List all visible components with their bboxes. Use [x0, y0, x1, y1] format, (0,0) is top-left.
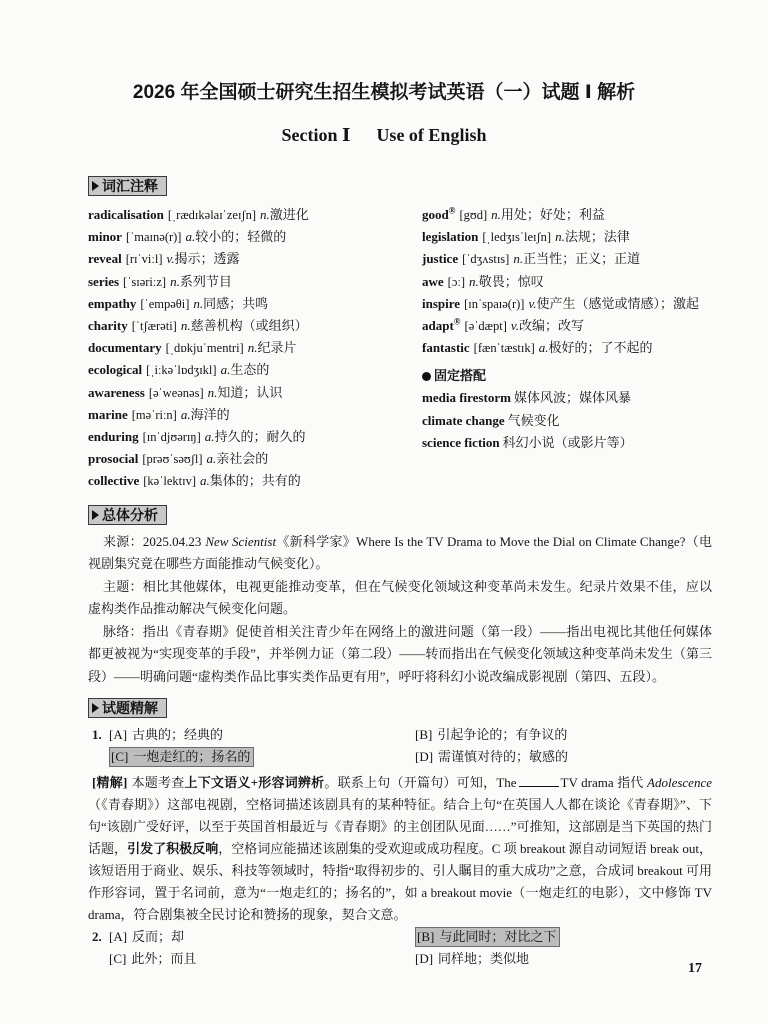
vocab-word: enduring — [88, 429, 139, 445]
option-b: [B] 引起争论的；有争议的 — [415, 727, 568, 743]
vocab-word: marine — [88, 406, 128, 422]
question-options-row — [88, 948, 712, 970]
vocab-column-right — [422, 204, 712, 493]
vocab-pos: n. — [193, 295, 204, 311]
vocab-entry — [88, 337, 422, 359]
vocab-pos: n. — [469, 273, 479, 289]
vocab-definition: 敬畏；惊叹 — [478, 273, 544, 289]
analysis-section — [88, 531, 712, 689]
vocab-phonetic: [ˈempəθi] — [140, 296, 190, 311]
vocab-word: reveal — [88, 251, 122, 267]
vocab-phonetic: [ˈmaɪnə(r)] — [125, 230, 182, 245]
vocab-definition: 集体的；共有的 — [209, 473, 301, 489]
source-label: 来源： — [103, 533, 143, 549]
vocab-word: justice — [422, 251, 459, 267]
vocab-entry — [88, 359, 422, 381]
vocab-entry — [88, 293, 422, 315]
vocab-entry — [88, 271, 422, 293]
vocab-pos: n. — [260, 207, 270, 222]
phrase-chinese: 气候变化 — [507, 412, 560, 428]
vocab-pos: n. — [555, 229, 565, 245]
badge-triangle-icon — [92, 181, 99, 191]
question-options-row — [88, 724, 712, 746]
phrase-entry — [422, 410, 712, 433]
vocab-definition: 较小的；轻微的 — [195, 229, 287, 245]
explanation-text: 本题考查 — [131, 775, 185, 791]
vocab-phonetic: [rɪˈviːl] — [125, 252, 163, 267]
vocab-word: good — [422, 207, 449, 222]
badge-triangle-icon — [92, 703, 99, 713]
vocab-definition: 法规；法律 — [564, 229, 630, 245]
vocab-word: awareness — [88, 384, 145, 400]
thread-label: 脉络： — [103, 623, 143, 639]
vocab-phonetic: [ˌrædɪkəlaɪˈzeɪʃn] — [167, 208, 256, 222]
vocab-entry — [422, 226, 712, 248]
vocab-definition: 用处；好处；利益 — [500, 207, 605, 222]
question-number: 2. — [92, 929, 102, 945]
vocab-entry — [88, 448, 422, 470]
questions-badge — [88, 698, 167, 718]
vocab-mark: ® — [453, 316, 461, 327]
vocab-entry — [88, 404, 422, 426]
vocab-entry — [422, 293, 712, 315]
source-publication-zh: 《新科学家》 — [276, 533, 357, 549]
vocab-word: legislation — [422, 229, 479, 245]
source-title: Where Is the TV Drama to Move the Dial on Climate Change? — [356, 533, 686, 549]
vocab-definition: 使产生（感觉或情感）；激起 — [536, 295, 700, 311]
vocab-phonetic: [ˌdɒkjuˈmentri] — [165, 341, 244, 356]
vocab-pos: v. — [166, 251, 175, 267]
phrases-heading — [422, 365, 712, 387]
vocab-word: awe — [422, 273, 444, 289]
thread-text: 指出《青春期》促使首相关注青少年在网络上的激进问题（第一段）——指出电视比其他任何媒体都更被视为“实现变革的手段”，并举例力证（第二段）——转而指出在气候变化领域这种变革尚未发生（第三段）——明确问题“虚构类作品比事实类作品更有用”，呼吁将科幻小说改编成影视剧（第四、五段）。 — [88, 623, 712, 684]
vocab-definition: 海洋的 — [190, 406, 230, 422]
vocab-phonetic: [ˈdʒʌstɪs] — [462, 252, 510, 267]
vocab-definition: 慈善机构（或组织） — [190, 318, 308, 334]
vocab-pos: n. — [207, 384, 218, 400]
vocab-word: fantastic — [422, 340, 470, 356]
theme-text: 相比其他媒体，电视更能推动变革，但在气候变化领域这种变革尚未发生。纪录片效果不佳，应以虚构类作品推动解决气候变化问题。 — [88, 578, 712, 617]
questions-badge-label: 试题精解 — [102, 700, 158, 717]
vocab-column-left — [88, 204, 422, 493]
page-content — [88, 0, 712, 970]
vocab-badge-label: 词汇注释 — [102, 178, 158, 194]
question-options-row — [88, 746, 712, 768]
vocab-phonetic: [ɔː] — [447, 274, 466, 289]
badge-triangle-icon — [92, 510, 99, 520]
section-heading — [72, 122, 696, 148]
vocab-definition: 生态的 — [230, 362, 270, 378]
option-a: [A] 反而；却 — [109, 929, 185, 945]
vocab-phonetic: [əˈdæpt] — [464, 319, 507, 334]
vocab-phonetic: [prəʊˈsəʊʃl] — [142, 452, 203, 467]
vocab-word: minor — [88, 229, 122, 245]
vocab-entry — [422, 204, 712, 226]
page-title: 2026 年全国硕士研究生招生模拟考试英语（一）试题 Ⅰ 解析 — [132, 82, 636, 103]
vocab-definition: 系列节目 — [179, 273, 232, 289]
vocab-word: charity — [88, 318, 128, 334]
vocab-definition: 改编；改写 — [518, 318, 584, 334]
vocab-phonetic: [ˌiːkəˈlɒdʒɪkl] — [146, 363, 217, 378]
vocab-definition: 亲社会的 — [216, 451, 269, 467]
vocab-word: collective — [88, 473, 140, 489]
vocab-phonetic: [ˌledʒɪsˈleɪʃn] — [482, 230, 552, 245]
section-number: Section Ⅰ — [281, 125, 351, 145]
option-d: [D] 同样地；类似地 — [415, 951, 530, 967]
vocab-pos: v. — [528, 295, 537, 311]
explanation-text: ，空格词应能描述该剧集的受欢迎或成功程度。C 项 breakout 源自动词短语 break out，该短语用于商业、娱乐、科技等领域时，特指“取得初步的、引人瞩目的重大成功”之意，合成词 breakout 可用作形容词，置于名词前，意为“一炮走红的；扬名的”，如 a breakout movie（一炮走红的电影），文中修饰 TV drama，符合剧集被全民讨论和赞扬的现象，契合文意。 — [88, 841, 712, 923]
phrases-heading-label: 固定搭配 — [434, 368, 487, 384]
explanation-bold: 引发了积极反响 — [127, 841, 219, 857]
option-b-highlighted: [B] 与此同时；对比之下 — [415, 927, 560, 947]
vocab-phonetic: [məˈriːn] — [131, 407, 177, 422]
vocab-entry — [88, 426, 422, 448]
vocab-definition: 同感；共鸣 — [203, 295, 269, 311]
phrase-entry — [422, 387, 712, 410]
explanation-italic: Adolescence — [647, 775, 712, 791]
vocab-pos: n. — [491, 207, 501, 222]
section-name: Use of English — [376, 125, 487, 145]
vocab-pos: v. — [510, 318, 519, 334]
vocab-word: empathy — [88, 295, 137, 311]
thread-paragraph — [88, 621, 712, 689]
vocab-badge — [88, 176, 167, 196]
vocab-phonetic: [ˈsɪəriːz] — [123, 274, 167, 289]
question-2 — [88, 926, 712, 970]
vocab-entry — [422, 271, 712, 293]
question-number: 1. — [92, 727, 102, 743]
theme-paragraph — [88, 576, 712, 621]
vocab-entry — [88, 382, 422, 404]
option-d: [D] 需谨慎对待的；敏感的 — [415, 749, 569, 765]
vocab-phonetic: [gʊd] — [459, 208, 488, 222]
vocab-entry — [88, 204, 422, 226]
vocab-phonetic: [əˈweənəs] — [148, 385, 204, 400]
vocab-word: prosocial — [88, 451, 139, 467]
vocab-entry — [88, 248, 422, 270]
vocab-entry — [88, 315, 422, 337]
explanation-text: 。联系上句（开篇句）可知，The — [324, 775, 517, 791]
option-a: [A] 古典的；经典的 — [109, 727, 224, 743]
analysis-badge — [88, 505, 167, 525]
vocab-entry — [422, 248, 712, 270]
vocab-pos: a. — [185, 229, 196, 245]
vocab-entry — [422, 315, 712, 337]
vocab-pos: a. — [180, 406, 191, 422]
vocab-definition: 持久的；耐久的 — [214, 429, 306, 445]
phrase-entry — [422, 432, 712, 455]
explanation-label: [精解] — [92, 775, 128, 791]
option-c: [C] 此外；而且 — [109, 951, 197, 967]
vocab-phonetic: [ˈtʃærəti] — [131, 319, 177, 334]
page-number: 17 — [688, 961, 702, 976]
vocab-phonetic: [ɪnˈdjʊərɪŋ] — [142, 430, 201, 445]
phrase-english: science fiction — [422, 435, 500, 451]
vocab-pos: a. — [538, 340, 549, 356]
explanation-bold: 上下文语义+形容词辨析 — [184, 775, 325, 791]
source-paragraph — [88, 531, 712, 576]
vocab-definition: 揭示；透露 — [174, 251, 240, 267]
phrase-english: media firestorm — [422, 390, 511, 406]
question-options-row — [88, 926, 712, 948]
phrase-chinese: 媒体风波；媒体风暴 — [513, 390, 631, 406]
vocab-definition: 正当性；正义；正道 — [523, 251, 641, 267]
vocab-word: documentary — [88, 340, 162, 356]
vocab-definition: 纪录片 — [257, 340, 297, 356]
explanation-text: TV drama 指代 — [560, 775, 648, 791]
vocab-pos: n. — [170, 273, 180, 289]
option-c-highlighted: [C] 一炮走红的；扬名的 — [109, 747, 254, 767]
vocab-definition: 激进化 — [269, 207, 309, 222]
answer-blank — [519, 774, 559, 787]
vocab-word: inspire — [422, 295, 461, 311]
theme-label: 主题： — [103, 578, 143, 594]
vocab-mark: ® — [448, 205, 456, 216]
vocab-pos: a. — [204, 429, 215, 445]
vocab-definition: 知道；认识 — [217, 384, 283, 400]
phrase-english: climate change — [422, 412, 505, 428]
explanation-paragraph — [88, 772, 712, 926]
vocab-pos: n. — [513, 251, 524, 267]
vocab-pos: n. — [180, 318, 191, 334]
vocab-word: adapt — [422, 318, 454, 334]
source-date: 2025.04.23 — [142, 533, 202, 549]
vocab-word: radicalisation — [88, 207, 164, 222]
vocab-pos: n. — [247, 340, 258, 356]
source-publication: New Scientist — [205, 533, 277, 549]
vocab-pos: a. — [206, 451, 217, 467]
bullet-icon — [422, 372, 431, 381]
analysis-badge-label: 总体分析 — [102, 506, 158, 523]
explanation-text: （《青春期》）这部电视剧，空格词描述该剧具有的某种特征。结合上句“在英国人人都在谈论《青春期》”、下句“该剧广受好评，以至于英国首相最近与《青春期》的主创团队见面……”可推知，这部剧是当下英国的热门话题， — [88, 797, 712, 857]
vocab-pos: a. — [220, 362, 231, 378]
question-1 — [88, 724, 712, 926]
source-title-zh: （电视剧集究竟在哪些方面能推动气候变化）。 — [88, 533, 712, 572]
vocab-phonetic: [fænˈtæstɪk] — [473, 341, 535, 356]
vocab-word: ecological — [88, 362, 143, 378]
vocab-phonetic: [ɪnˈspaɪə(r)] — [464, 296, 525, 311]
vocab-word: series — [88, 273, 120, 289]
phrase-chinese: 科幻小说（或影片等） — [502, 435, 633, 451]
vocab-phonetic: [kəˈlektɪv] — [143, 474, 197, 489]
vocab-pos: a. — [200, 473, 210, 489]
vocab-entry — [88, 470, 422, 492]
vocab-entry — [422, 337, 712, 359]
vocab-entry — [88, 226, 422, 248]
vocab-definition: 极好的；了不起的 — [548, 340, 653, 356]
vocab-list — [88, 204, 712, 493]
